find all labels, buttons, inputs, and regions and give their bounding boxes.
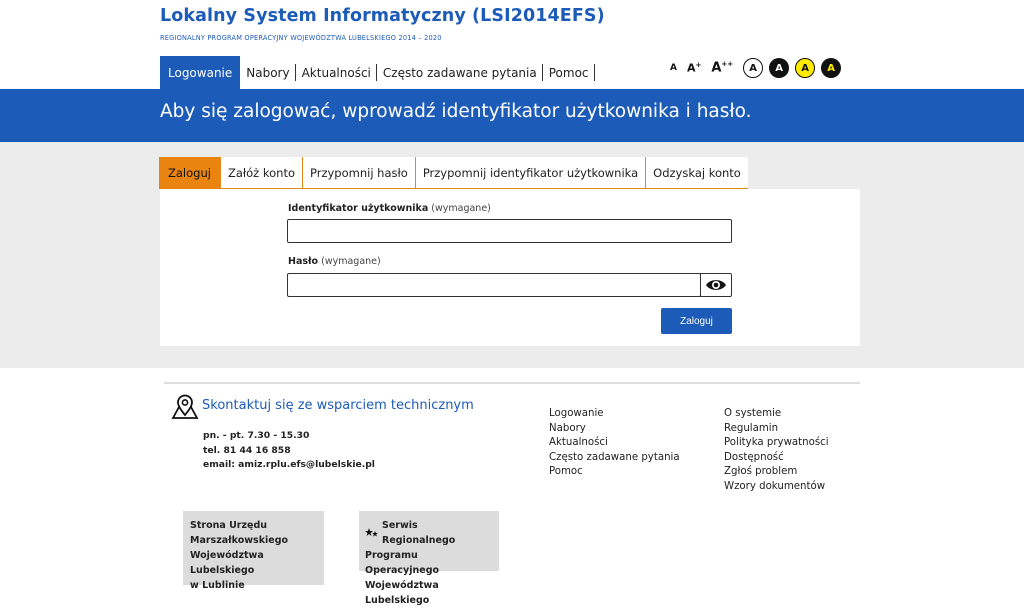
contact-title: Skontaktuj się ze wsparciem technicznym [202, 398, 474, 413]
tab-odzyskaj-konto[interactable]: Odzyskaj konto [646, 157, 748, 189]
footer-link-polityka[interactable]: Polityka prywatności [724, 437, 829, 448]
app-title[interactable]: Lokalny System Informatyczny (LSI2014EFS) [160, 6, 605, 26]
font-size-medium-button[interactable] [687, 61, 701, 75]
footer-link-faq[interactable]: Często zadawane pytania [549, 451, 680, 463]
box1-line: Marszałkowskiego [190, 535, 289, 546]
footer-link-o-systemie[interactable]: O systemie [724, 408, 782, 419]
stars-icon [365, 527, 379, 539]
password-label [288, 256, 381, 267]
user-id-required: (wymagane) [431, 203, 491, 214]
footer-links-nav [549, 407, 680, 480]
box2-first-row [365, 518, 493, 548]
box1-line: Strona Urzędu [190, 520, 268, 531]
accessibility-toolbar [666, 58, 847, 78]
footer-link-pomoc[interactable]: Pomoc [549, 466, 583, 477]
brand [160, 6, 605, 42]
box1-line: w Lublinie [190, 580, 245, 591]
nav-item-nabory[interactable]: Nabory [240, 56, 295, 89]
footer-divider [164, 382, 860, 384]
user-id-input[interactable] [287, 219, 732, 243]
nav-item-aktualnosci[interactable]: Aktualności [296, 56, 377, 89]
font-size-default-button[interactable]: A [670, 63, 677, 73]
footer-link-logowanie[interactable]: Logowanie [549, 408, 604, 419]
box2-line: Serwis Regionalnego [382, 520, 456, 546]
contrast-black-white-button[interactable]: A [769, 58, 789, 78]
urzad-marszalkowski-link[interactable] [183, 511, 324, 591]
contrast-yellow-black-button[interactable]: A [795, 58, 815, 78]
contrast-black-yellow-button[interactable]: A [821, 58, 841, 78]
font-size-medium-sup: + [695, 61, 702, 70]
contact-phone: tel. 81 44 16 858 [203, 444, 291, 456]
contact-hours: pn. - pt. 7.30 - 15.30 [203, 430, 310, 441]
login-banner [0, 89, 1024, 142]
nav-item-pomoc[interactable]: Pomoc [543, 56, 595, 89]
tab-przypomnij-haslo[interactable]: Przypomnij hasło [303, 157, 416, 189]
tab-zaloz-konto[interactable]: Załóż konto [221, 157, 303, 189]
main-nav [160, 56, 595, 89]
password-required: (wymagane) [321, 256, 381, 267]
app-subtitle: REGIONALNY PROGRAM OPERACYJNY WOJEWÓDZTWA LUBELSKIEGO 2014 – 2020 [160, 34, 442, 42]
footer-link-dostepnosc[interactable]: Dostępność [724, 451, 784, 463]
font-size-large-sup: ++ [721, 60, 734, 69]
login-tabs [159, 157, 748, 189]
footer-link-wzory[interactable]: Wzory dokumentów [724, 480, 826, 492]
user-id-label [288, 203, 491, 214]
box2-line: Województwa Lubelskiego [365, 580, 439, 606]
show-password-icon[interactable] [700, 273, 732, 297]
nav-item-faq[interactable]: Często zadawane pytania [377, 56, 543, 89]
font-size-medium-label: A [686, 61, 696, 75]
footer-link-nabory[interactable]: Nabory [549, 422, 586, 434]
tab-zaloguj[interactable]: Zaloguj [159, 157, 221, 189]
box1-line: Województwa Lubelskiego [190, 550, 264, 576]
footer-link-regulamin[interactable]: Regulamin [724, 422, 779, 434]
footer-links-info [724, 407, 829, 494]
contrast-default-button[interactable]: A [743, 58, 763, 78]
contact-info [203, 429, 375, 473]
contact-email[interactable]: email: amiz.rplu.efs@lubelskie.pl [203, 459, 375, 470]
banner-text: Aby się zalogować, wprowadź identyfikator użytkownika i hasło. [160, 101, 752, 122]
login-panel [160, 189, 860, 346]
password-input[interactable] [287, 273, 701, 297]
rpo-serwis-link[interactable] [359, 511, 499, 606]
footer-link-zglos-problem[interactable]: Zgłoś problem [724, 466, 798, 477]
font-size-large-button[interactable] [711, 60, 733, 75]
login-submit-button[interactable]: Zaloguj [661, 308, 732, 334]
nav-item-logowanie[interactable]: Logowanie [160, 56, 240, 89]
tab-przypomnij-identyfikator[interactable]: Przypomnij identyfikator użytkownika [416, 157, 646, 189]
footer-link-aktualnosci[interactable]: Aktualności [549, 437, 608, 448]
font-size-large-label: A [711, 60, 722, 76]
box2-line: Programu Operacyjnego [365, 550, 440, 576]
user-id-label-text: Identyfikator użytkownika [288, 203, 429, 214]
password-label-text: Hasło [288, 256, 319, 267]
location-pin-icon [171, 393, 199, 425]
